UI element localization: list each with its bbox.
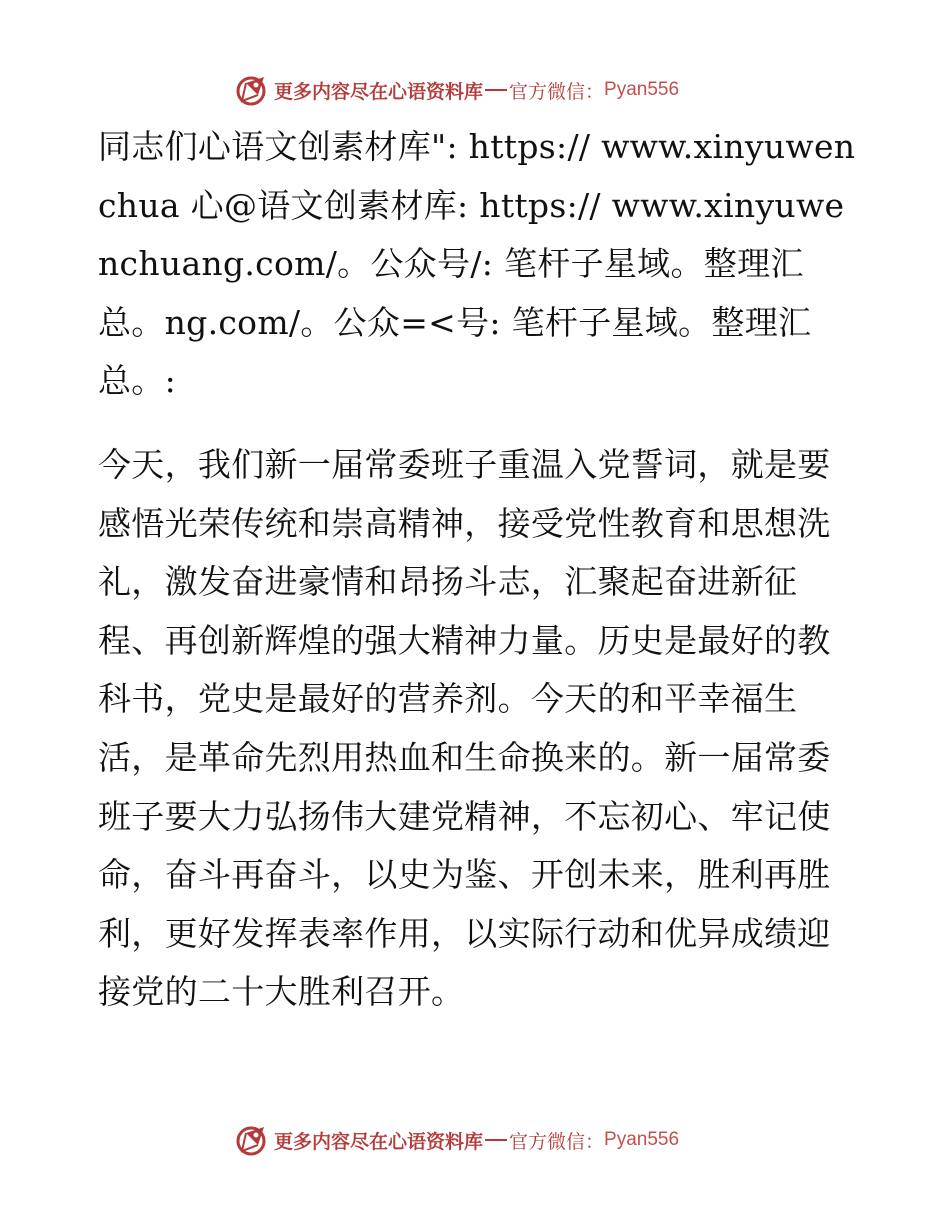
banner-dash <box>485 1139 507 1141</box>
wechat-label: 官方微信： <box>509 1130 605 1153</box>
pen-logo-icon <box>236 73 270 107</box>
pen-logo-icon <box>236 1123 270 1157</box>
document-body <box>98 118 858 1022</box>
paragraph-1: 同志们心语文创素材库": https:// www.xinyuwenchua 心@语文创素材库: https:// www.xinyuwenchuang.com/。公众号/: 笔杆子星域。整理汇总。ng.com/。公众=<号: 笔杆子星域。整理汇总。: <box>98 127 856 401</box>
banner-text: 更多内容尽在心语资料库 <box>274 1130 484 1153</box>
banner-text: 更多内容尽在心语资料库 <box>274 80 484 103</box>
wechat-label: 官方微信： <box>509 80 605 103</box>
wechat-id: Pyan556 <box>604 1129 680 1150</box>
banner-dash <box>485 89 507 91</box>
footer-banner <box>236 1122 679 1158</box>
paragraph-2: 今天，我们新一届常委班子重温入党誓词，就是要感悟光荣传统和崇高精神，接受党性教育和思想洗礼，激发奋进豪情和昂扬斗志，汇聚起奋进新征程、再创新辉煌的强大精神力量。历史是最好的教科书，党史是最好的营养剂。今天的和平幸福生活，是革命先烈用热血和生命换来的。新一届常委班子要大力弘扬伟大建党精神，不忘初心、牢记使命，奋斗再奋斗，以史为鉴、开创未来，胜利再胜利，更好发挥表率作用，以实际行动和优异成绩迎接党的二十大胜利召开。 <box>98 444 831 1012</box>
wechat-id: Pyan556 <box>604 79 680 100</box>
header-banner <box>236 72 679 108</box>
